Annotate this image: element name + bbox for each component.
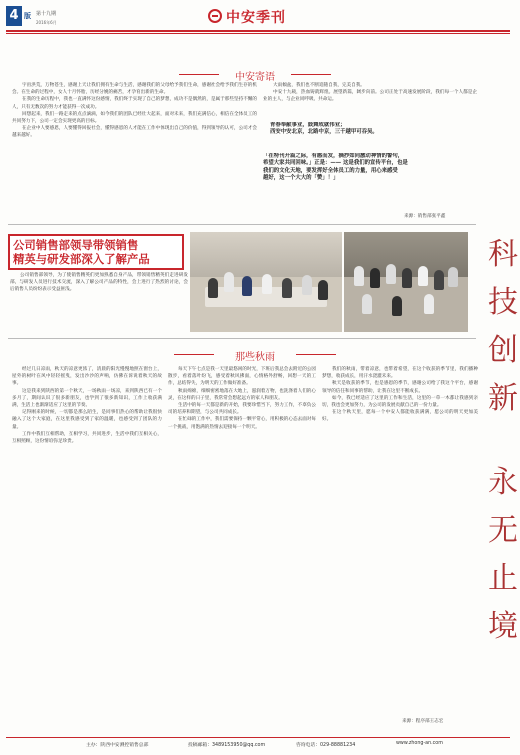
divider <box>8 338 476 339</box>
slogan <box>270 122 470 140</box>
side-char: 永 <box>488 465 518 500</box>
side-char: 止 <box>488 561 518 596</box>
footer-website: www.zhong-an.com <box>396 741 443 746</box>
paragraph: 在企业中人要感恩，人要懂得回报社会，懂得感恩的人才能在工作中体现出自己的价值，得到领导的认可，公司才会越来越好。 <box>12 126 257 139</box>
poem-block <box>263 153 477 187</box>
footer-phone: 咨询电话：029-88881234 <box>296 743 356 748</box>
section2-column-1 <box>12 366 162 726</box>
paragraph: 回想起来，我们一路走来的点点滴滴，如今我们的团队已经壮大起来，面对未来，我们充满信心，相信在全体员工的共同努力下，公司一定会实现更高的目标。 <box>12 111 257 125</box>
section2-column-2 <box>168 366 316 726</box>
page-footer <box>6 737 510 749</box>
slogan-line: 青春奉献事业，鼓舞成就伟业； <box>270 122 346 128</box>
section1-right-column <box>263 82 477 120</box>
meeting-photo <box>190 232 342 332</box>
section1-left-column <box>12 82 257 220</box>
side-char: 新 <box>488 381 518 416</box>
section2-column-3 <box>322 366 478 716</box>
header-rule <box>6 30 510 32</box>
paragraph: 宇宙洪荒，万物苍生，感谢上天让我们拥有生命与生活，感谢我们的父母给予我们生命，感谢社会给予我们生存的机会。在生命的过程中，女人十月怀胎，历经分娩的痛苦，才孕育出新的生命。 <box>12 83 257 96</box>
byline: 来源：程序部王志宏 <box>402 719 444 724</box>
issue-number: 第十九期 <box>36 11 57 17</box>
page-header <box>0 0 520 44</box>
paragraph: 记得刚来的时候，一切都是那么陌生，是同事们热心的帮助让我很快融入了这个大家庭，在这里我感受到了家的温暖，也感受到了团队的力量。 <box>12 410 162 430</box>
paragraph: 这是我来到陕西的第一个秋天，一场秋雨一场凉，来到陕西已有一个多月了，期间认识了很多新朋友，也学到了很多新知识，工作上收获满满，生活上也渐渐适应了这里的节奏。 <box>12 388 162 409</box>
side-char: 境 <box>488 609 518 644</box>
logo-icon <box>208 9 222 23</box>
footer-email: 投稿邮箱：3489153950@qq.com <box>188 743 266 748</box>
paragraph: 我们的秋雨，带着凉意，也带着希望，在这个收获的季节里，我们播种梦想，收获成长，用汗水浇灌未来。 <box>322 367 478 380</box>
paragraph: 公司销售部领导，为了使销售精英们更加熟悉自身产品，带领销售精英们走进研发部，与研发人员进行技术交流，深入了解公司产品的特性，会上进行了热烈的讨论，会后销售人员纷纷表示受益匪浅。 <box>10 273 188 293</box>
side-char: 创 <box>488 333 518 368</box>
byline: 来源：销售部张平鑫 <box>404 214 446 219</box>
header-rule-thin <box>6 33 510 34</box>
page-tag: 版 <box>24 12 31 20</box>
paragraph: 在这个秋天里，愿每一个中安人都能收获满满，愿公司的明天更加美好。 <box>322 410 478 423</box>
page-number: 4 <box>6 6 22 26</box>
side-char: 技 <box>488 285 518 320</box>
paragraph: 经过几日凉雨，秋天的凉意更浓了，清晨的阳光慢慢地照在窗台上，屋外的树叶在风中轻轻摇曳，发出沙沙的声响，仿佛在诉说着秋天的故事。 <box>12 367 162 387</box>
news-headline <box>8 234 184 270</box>
poem-line: 「在特刊开篇之际，有感而发，摘抄如同激动神情的警句， <box>263 153 404 159</box>
side-char: 无 <box>488 513 518 548</box>
slogan-line: 西安中安北京，北路中京，三千越甲可吞吴。 <box>270 129 378 136</box>
poem-line: 越好，这一个大大的「赞」！」 <box>263 175 339 182</box>
side-char: 科 <box>488 237 518 272</box>
paragraph: 中安十九载，热血铸就辉煌。展望新篇，阔步向前。公司正处于高速发展阶段，我们每一个人都是企业的主人，与企业同呼吸、共命运。 <box>263 90 477 103</box>
section-title: 那些秋雨 <box>220 348 290 363</box>
paragraph: 秋天是收获的季节，也是感恩的季节，感谢公司给了我这个平台，感谢领导的信任和同事的帮助，让我在这里不断成长。 <box>322 381 478 394</box>
paragraph: 工作中我们互相帮助，互相学习，共同进步，生活中我们互相关心，互相照顾，这份情谊弥足珍贵。 <box>12 431 162 445</box>
paragraph: 每天下午七点是我一天里最悠闲的时光，下班后我总会去附近的公园散步，看着落叶纷飞，感受着秋风拂面，心情格外舒畅，回想一天的工作，总结得失，为明天的工作做好准备。 <box>168 367 316 387</box>
paragraph: 大雨倾盆，我们也不断追随自我，完美自我。 <box>273 83 365 88</box>
paragraph: 生活中的每一天都是新的开始，我要珍惜当下，努力工作，不辜负公司的培养和期望，与公司共同成长。 <box>168 403 316 416</box>
paragraph: 在忙碌的工作中，我们需要保持一颗平常心，用积极的心态去面对每一个挑战，用饱满的热情去迎接每一个明天。 <box>168 417 316 430</box>
group-photo <box>344 232 468 332</box>
poem-line: 我们的文化天地，要发挥好全体员工的力量，用心来感受 <box>263 167 398 174</box>
paragraph: 如今，我已经适应了这里的工作和生活，这里的一草一木都让我感到亲切，我也会更加努力，为公司的发展贡献自己的一份力量。 <box>322 395 478 409</box>
headline-line: 公司销售部领导带领销售 <box>13 238 139 252</box>
footer-sponsor: 主办：陕西中安测控销售总部 <box>86 743 149 748</box>
paper-name: 中安季刊 <box>226 10 286 26</box>
divider <box>8 224 476 225</box>
paragraph: 秋雨绵绵，细细密密地落在大地上，滋润着万物，也洗涤着人们的心灵，在这样的日子里，我常常会想起远方的家人和朋友。 <box>168 388 316 401</box>
poem-line: 希望大家共同回味。」正是：—— 这是我们的宣传平台，也是 <box>263 160 408 167</box>
paragraph: 在我的生命历程中，我也一直满怀这份感情，我们终于实现了自己的梦想，成功不是偶然的，是属于那些坚持不懈的人，只有无数次的努力才能获得一次成功。 <box>12 97 257 110</box>
section-title: 中安寄语 <box>225 68 285 83</box>
issue-date: 2016年6月 <box>36 20 57 25</box>
news-body <box>10 272 188 330</box>
headline-line: 精英与研发部深入了解产品 <box>13 252 150 266</box>
